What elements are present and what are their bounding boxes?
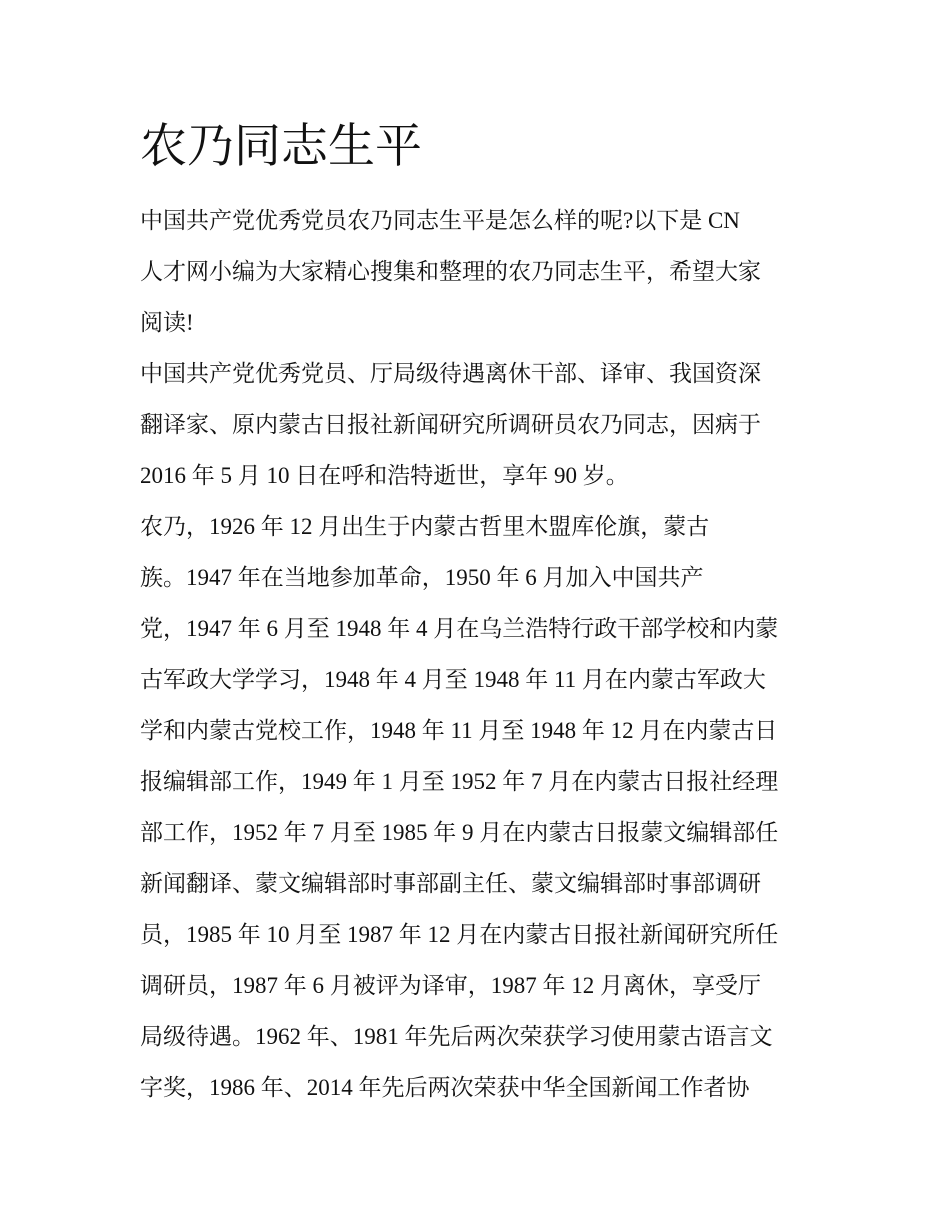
text-line: 中国共产党优秀党员、厅局级待遇离休干部、译审、我国资深 (140, 361, 761, 386)
text-line: 调研员，1987 年 6 月被评为译审，1987 年 12 月离休，享受厅 (140, 973, 761, 998)
text-line: 人才网小编为大家精心搜集和整理的农乃同志生平，希望大家 (140, 259, 761, 284)
document-title: 农乃同志生平 (140, 119, 422, 174)
text-line: 新闻翻译、蒙文编辑部时事部副主任、蒙文编辑部时事部调研 (140, 871, 761, 896)
text-line: 阅读! (140, 310, 194, 335)
text-line: 部工作，1952 年 7 月至 1985 年 9 月在内蒙古日报蒙文编辑部任 (140, 820, 779, 845)
text-line: 报编辑部工作，1949 年 1 月至 1952 年 7 月在内蒙古日报社经理 (140, 769, 779, 794)
text-line: 党，1947 年 6 月至 1948 年 4 月在乌兰浩特行政干部学校和内蒙 (140, 616, 779, 641)
text-line: 学和内蒙古党校工作，1948 年 11 月至 1948 年 12 月在内蒙古日 (140, 718, 778, 743)
text-line: 族。1947 年在当地参加革命，1950 年 6 月加入中国共产 (140, 565, 704, 590)
text-line: 局级待遇。1962 年、1981 年先后两次荣获学习使用蒙古语言文 (140, 1024, 773, 1049)
text-line: 字奖，1986 年、2014 年先后两次荣获中华全国新闻工作者协 (140, 1075, 750, 1100)
text-line: 古军政大学学习，1948 年 4 月至 1948 年 11 月在内蒙古军政大 (140, 667, 766, 692)
text-line: 2016 年 5 月 10 日在呼和浩特逝世，享年 90 岁。 (140, 463, 629, 488)
text-line: 中国共产党优秀党员农乃同志生平是怎么样的呢?以下是 CN (140, 208, 740, 233)
text-line: 翻译家、原内蒙古日报社新闻研究所调研员农乃同志，因病于 (140, 412, 761, 437)
text-line: 员，1985 年 10 月至 1987 年 12 月在内蒙古日报社新闻研究所任 (140, 922, 779, 947)
text-line: 农乃，1926 年 12 月出生于内蒙古哲里木盟库伦旗，蒙古 (140, 514, 710, 539)
